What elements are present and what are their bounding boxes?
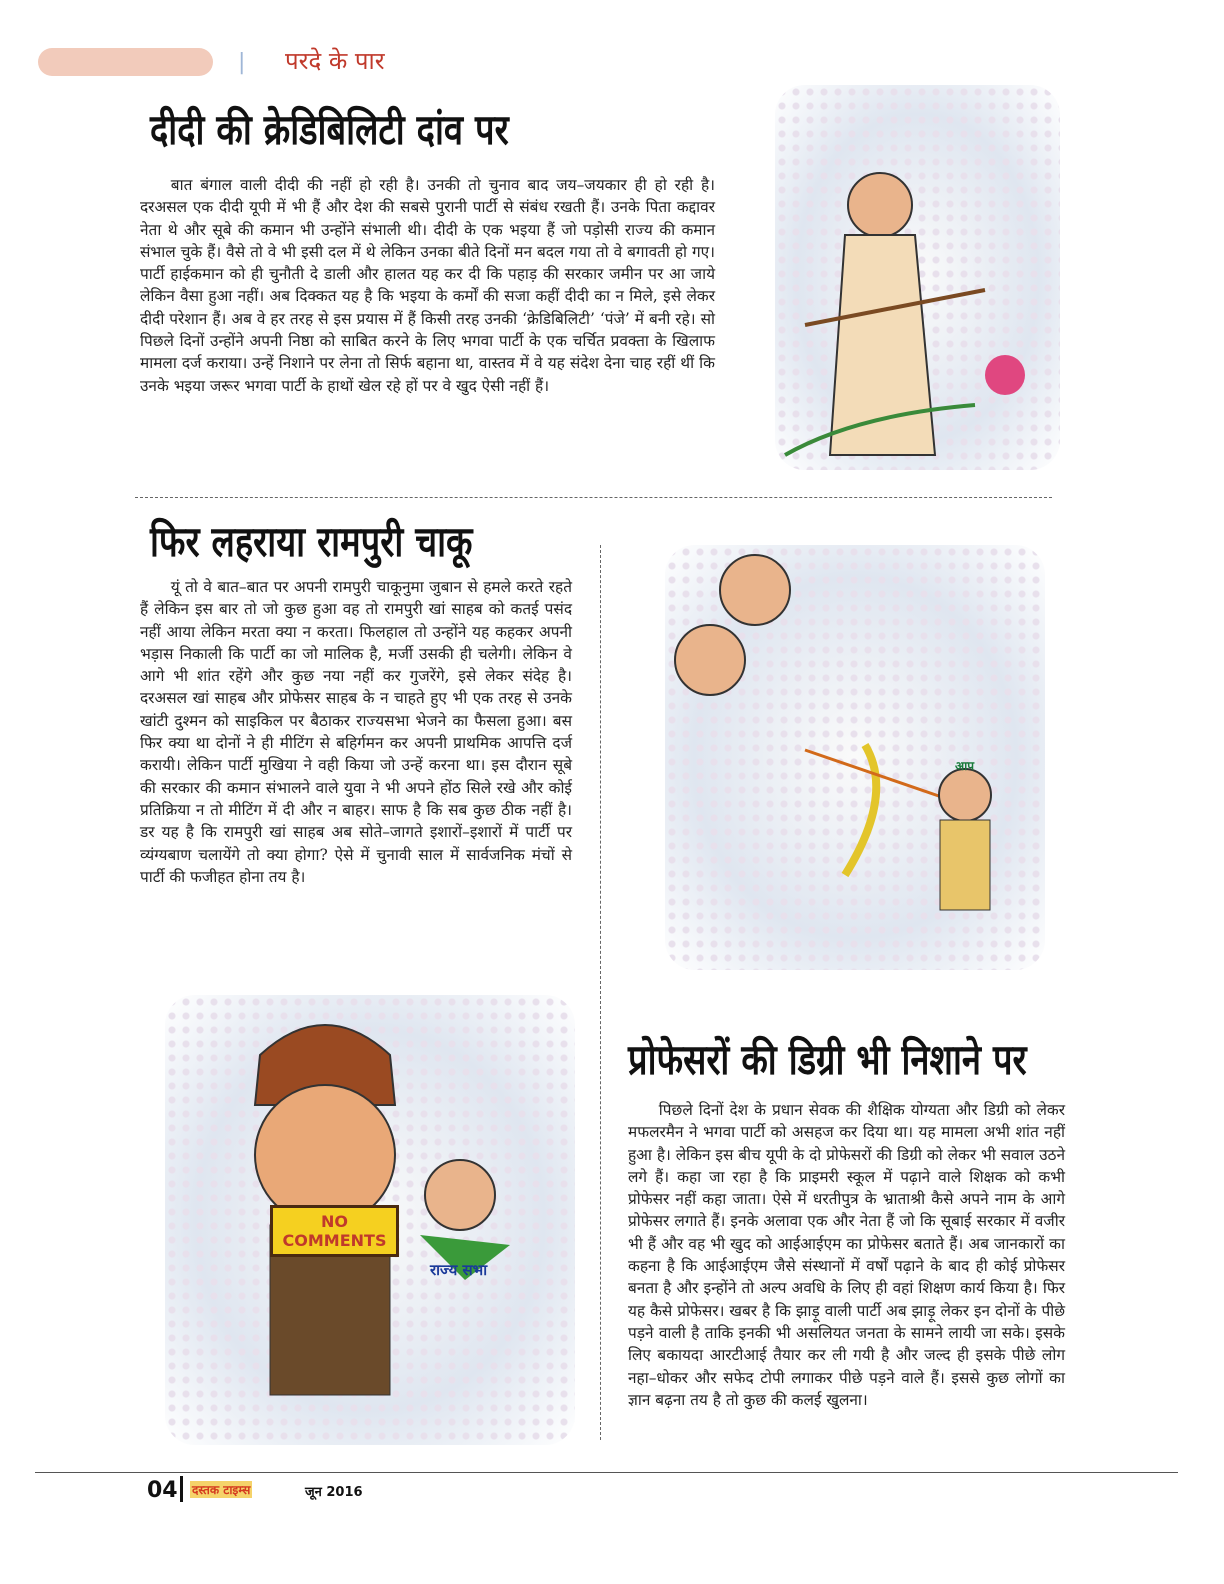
cartoon-no-comments bbox=[165, 995, 575, 1445]
section-pill bbox=[38, 48, 213, 76]
section-label: परदे के पार bbox=[285, 47, 385, 75]
cartoon-professors-illustration bbox=[665, 545, 1045, 970]
rajya-sabha-text: राज्य सभा bbox=[430, 1261, 488, 1279]
article-3-body: पिछले दिनों देश के प्रधान सेवक की शैक्षिक योग्यता और डिग्री को लेकर मफलरमैन ने भगवा पार्टी को असहज कर दिया था। यह मामला अभी शांत नहीं हुआ है। लेकिन इस बीच यूपी के दो प्रोफेसरों की डिग्री को लेकर भी सवाल उठने लगे हैं। कहा जा रहा है कि प्राइमरी स्कूल में पढ़ाने वाले शिक्षक को कभी प्रोफेसर नहीं कहा जाता। ऐसे में धरतीपुत्र के भ्राताश्री कैसे अपने नाम के आगे प्रोफेसर लगाते हैं। इनके अलावा एक और नेता हैं जो कि सूबाई सरकार में वजीर भी हैं और वह भी खुद को आईआईएम का प्रोफेसर बताते हैं। अब जानकारों का कहना है कि आईआईएम जैसे संस्थानों में वर्षों पढ़ाने के बाद ही कोई प्रोफेसर बनता है और इन्होंने तो अल्प अवधि के लिए ही वहां शिक्षण कार्य किया है। फिर यह कैसे प्रोफेसर। खबर है कि झाड़ू वाली पार्टी अब झाड़ू लेकर इन दोनों के पीछे पड़ने वाली है ताकि इनकी भी असलियत जनता के सामने लायी जा सके। इसके लिए बकायदा आरटीआई तैयार कर ली गयी है और जल्द ही इसके पीछे लोग नहा–धोकर और सफेद टोपी लगाकर पीछे पड़ने वाले हैं। इससे कुछ लोगों का ज्ञान बढ़ना तय है तो कुछ की कलई खुलना। bbox=[628, 1101, 1065, 1409]
issue-date: जून 2016 bbox=[305, 1485, 363, 1500]
section-divider: | bbox=[238, 50, 246, 75]
article-1-body: बात बंगाल वाली दीदी की नहीं हो रही है। उनकी तो चुनाव बाद जय–जयकार ही हो रही है। दरअसल एक दीदी यूपी में भी हैं और देश की सबसे पुरानी पार्टी से संबंध रखती हैं। उनके पिता कद्दावर नेता थे और सूबे की कमान भी उन्होंने संभाली थी। दीदी के एक भइया हैं जो पड़ोसी राज्य की कमान संभाल चुके हैं। वैसे तो वे भी इसी दल में थे लेकिन उनका बीते दिनों मन बदल गया तो वे बगावती हो गए। पार्टी हाईकमान को ही चुनौती दे डाली और हालत यह कर दी कि पहाड़ की सरकार जमीन पर आ जाये लेकिन वैसा हुआ नहीं। अब दिक्कत यह है कि भइया के कर्मों की सजा कहीं दीदी का न मिले, इसे लेकर दीदी परेशान हैं। अब वे हर तरह से इस प्रयास में हैं किसी तरह उनकी ‘क्रेडिबिलिटी’ ‘पंजे’ में बनी रहे। सो पिछले दिनों उन्होंने अपनी निष्ठा को साबित करने के लिए भगवा पार्टी के एक चर्चित प्रवक्ता के खिलाफ मामला दर्ज कराया। उन्हें निशाने पर लेना तो सिर्फ बहाना था, वास्तव में वे यह संदेश देना चाह रहीं थीं कि उनके भइया जरूर भगवा पार्टी के हाथों खेल रहे हों पर वे खुद ऐसी नहीं हैं। bbox=[140, 176, 715, 395]
no-comments-sign: NO COMMENTS bbox=[270, 1205, 399, 1257]
section-divider-horizontal bbox=[135, 497, 1052, 498]
article-3-title: प्रोफेसरों की डिग्री भी निशाने पर bbox=[628, 1035, 1027, 1084]
article-1-title: दीदी की क्रेडिबिलिटी दांव पर bbox=[150, 105, 509, 154]
footer-bar bbox=[180, 1476, 183, 1502]
cartoon-didi-illustration bbox=[775, 85, 1060, 470]
article-2-title: फिर लहराया रामपुरी चाकू bbox=[150, 517, 473, 566]
cartoon-professors bbox=[665, 545, 1045, 970]
aap-cap-text: आप bbox=[955, 759, 975, 773]
cartoon-didi bbox=[775, 85, 1060, 470]
article-2-body: यूं तो वे बात–बात पर अपनी रामपुरी चाकूनुमा जुबान से हमले करते रहते हैं लेकिन इस बार तो जो कुछ हुआ वह तो रामपुरी खां साहब को कतई पसंद नहीं आया लेकिन मरता क्या न करता। फिलहाल तो उन्होंने यह कहकर अपनी भड़ास निकाली कि पार्टी का जो मालिक है, मर्जी उसकी ही चलेगी। लेकिन वे आगे भी शांत रहेंगे और कुछ नया नहीं कर गुजरेंगे, इसे लेकर संदेह है। दरअसल खां साहब और प्रोफेसर साहब के न चाहते हुए भी एक तरह से उनके खांटी दुश्मन को साइकिल पर बैठाकर राज्यसभा भेजने का फैसला हुआ। बस फिर क्या था दोनों ने ही मीटिंग से बहिर्गमन कर अपनी प्राथमिक आपत्ति दर्ज करायी। लेकिन पार्टी मुखिया ने वही किया जो उन्हें करना था। इस दौरान सूबे की सरकार की कमान संभालने वाले युवा ने भी अपने होंठ सिले रखे और कोई प्रतिक्रिया न तो मीटिंग में दी और न बाहर। साफ है कि सब कुछ ठीक नहीं है। डर यह है कि रामपुरी खां साहब अब सोते–जागते इशारों–इशारों में पार्टी पर व्यंग्यबाण चलायेंगे तो क्या होगा? ऐसे में चुनावी साल में सार्वजनिक मंचों से पार्टी की फजीहत होना तय है। bbox=[140, 578, 572, 886]
magazine-logo: दस्तक टाइम्स bbox=[192, 1483, 251, 1497]
column-divider bbox=[600, 545, 601, 1440]
footer-rule bbox=[35, 1472, 1178, 1473]
page-number: 04 bbox=[147, 1478, 178, 1503]
